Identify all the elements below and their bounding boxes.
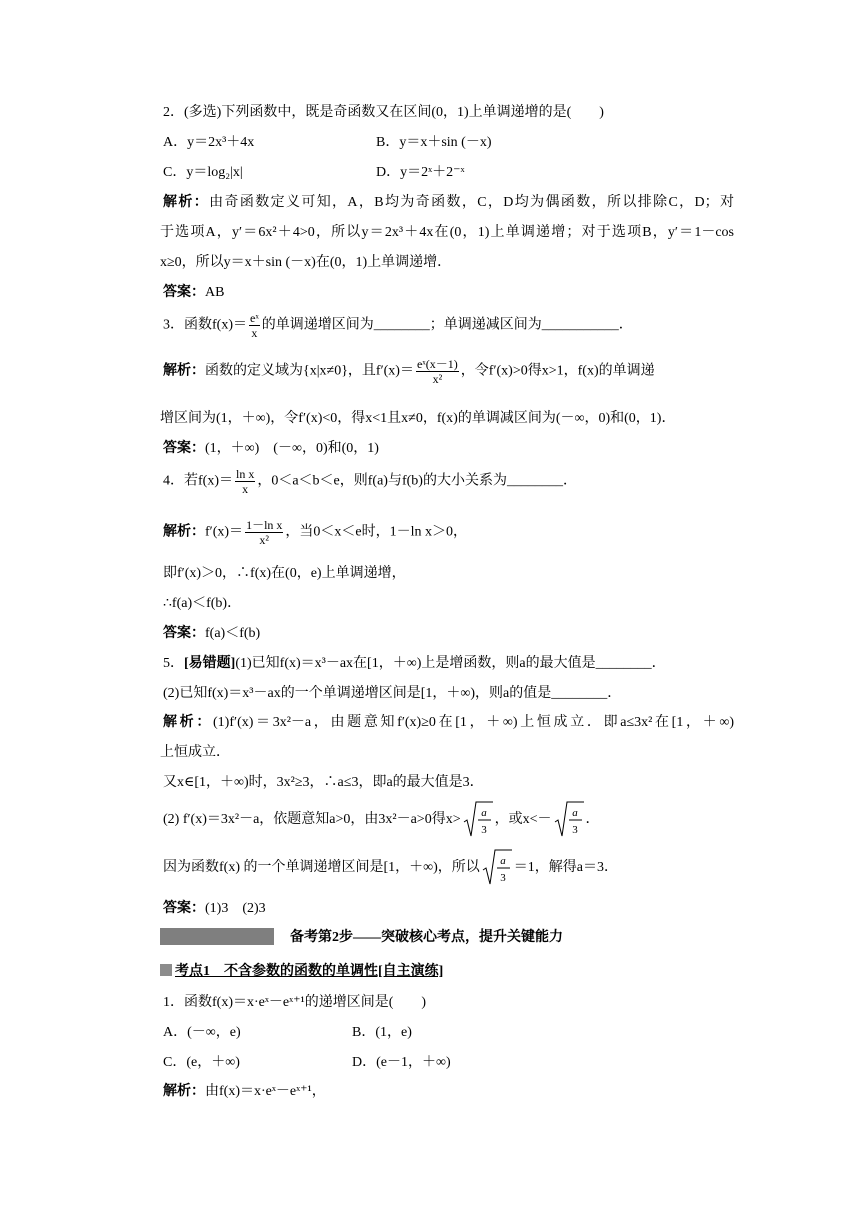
- q5-solution-line3: 又x∈[1，＋∞)时，3x²≥3，∴a≤3，即a的最大值是3．: [163, 775, 484, 790]
- q3-stem: 3．函数f(x)＝ $\frac{\text{eˣ}}{x}$ 的单调递增区间为________；单调递减区间为___________．: [163, 311, 633, 340]
- svg-text:3: 3: [480, 824, 487, 836]
- solution-label: 解析：: [163, 363, 205, 379]
- q4-answer: 答案：f(a)＜f(b): [163, 626, 261, 641]
- solution-label: 解析：: [163, 715, 214, 730]
- q3-answer: 答案：(1，＋∞) (－∞，0)和(0，1): [163, 441, 379, 456]
- q2-stem: 2．(多选)下列函数中，既是奇函数又在区间(0，1)上单调递增的是( ): [163, 105, 604, 120]
- q4-solution-line2: 即f′(x)＞0，∴f(x)在(0，e)上单调递增，: [163, 566, 406, 581]
- q2-option-c: C．y＝log₂|x|: [163, 165, 243, 180]
- q3-solution-line1: 解析：函数的定义域为{x|x≠0}，且f′(x)＝ $\frac{\text{eˣ(x－1)}}{\text{x²}}$ ，令f′(x)>0得x>1，f(x)的单调递: [163, 357, 655, 386]
- fraction: $\frac{\text{eˣ(x－1)}}{\text{x²}}$: [416, 357, 458, 386]
- q5-stem-line2: (2)已知f(x)＝x³－ax的一个单调递增区间是[1，＋∞)，则a的值是________．: [163, 686, 622, 701]
- q2-option-d: D．y＝2ˣ＋2⁻ˣ: [376, 165, 465, 180]
- fraction: $\frac{\text{1－ln x}}{\text{x²}}$: [246, 518, 283, 547]
- q1-option-a: A．(－∞，e): [163, 1025, 241, 1040]
- solution-label: 解析：: [163, 195, 210, 210]
- svg-text:a: a: [571, 807, 578, 819]
- fraction: $\frac{\text{eˣ}}{x}$: [250, 311, 259, 340]
- answer-label: 答案：: [163, 441, 205, 456]
- sqrt-a-over-3: [463, 800, 493, 840]
- q1-option-c: C．(e，＋∞): [163, 1055, 240, 1070]
- svg-text:3: 3: [571, 824, 578, 836]
- error-prone-tag: [易错题]: [184, 656, 236, 671]
- sqrt-a-over-3: [554, 800, 584, 840]
- q4-solution-line1: 解析：f′(x)＝ $\frac{\text{1－ln x}}{\text{x²}}$ ，当0＜x＜e时，1－ln x＞0，: [163, 518, 468, 547]
- q1-option-b: B．(1，e): [352, 1025, 412, 1040]
- q5-solution-line4: (2) f′(x)＝3x²－a，依题意知a>0，由3x²－a>0得x> a 3 ，或x<－ a 3 ．: [163, 800, 600, 840]
- q5-solution-line2: 上恒成立．: [160, 745, 230, 760]
- sqrt-a-over-3: [482, 848, 512, 888]
- q2-solution-line3: x≥0，所以y＝x＋sin (－x)在(0，1)上单调递增．: [160, 255, 452, 270]
- q5-stem-line1: 5．[易错题](1)已知f(x)＝x³－ax在[1，＋∞)上是增函数，则a的最大值是________．: [163, 656, 666, 671]
- section-bar: [160, 928, 274, 945]
- svg-text:a: a: [500, 855, 506, 867]
- q5-solution-line1: 解析：(1)f′(x)＝3x²－a，由题意知f′(x)≥0在[1，＋∞)上恒成立．即a≤3x²在[1，＋∞): [163, 715, 734, 730]
- q4-solution-line3: ∴f(a)＜f(b)．: [163, 596, 242, 611]
- q2-option-b: B．y＝x＋sin (－x): [376, 135, 492, 150]
- q4-stem: 4．若f(x)＝ $\frac{\text{ln x}}{x}$ ，0＜a＜b＜e，则f(a)与f(b)的大小关系为________．: [163, 467, 577, 496]
- q1-solution-line1: 解析：由f(x)＝x·eˣ－eˣ⁺¹，: [163, 1084, 326, 1099]
- q2-answer: 答案：AB: [163, 285, 225, 300]
- answer-label: 答案：: [163, 901, 205, 916]
- q5-solution-line5: 因为函数f(x) 的一个单调递增区间是[1，＋∞)，所以 a 3 ＝1，解得a＝3．: [163, 848, 618, 888]
- solution-label: 解析：: [163, 524, 205, 540]
- svg-text:a: a: [480, 807, 487, 819]
- q1-stem: 1．函数f(x)＝x·eˣ－eˣ⁺¹的递增区间是( ): [163, 995, 427, 1010]
- svg-text:3: 3: [500, 872, 506, 884]
- q1-option-d: D．(e－1，＋∞): [352, 1055, 451, 1070]
- topic-heading: 考点1 不含参数的函数的单调性[自主演练]: [160, 964, 443, 979]
- q2-solution-line1: 解析：由奇函数定义可知，A，B均为奇函数，C，D均为偶函数，所以排除C，D；对: [163, 195, 735, 210]
- answer-label: 答案：: [163, 626, 205, 641]
- section-title: 备考第2步——突破核心考点，提升关键能力: [290, 930, 563, 945]
- q2-option-a: A．y＝2x³＋4x: [163, 135, 255, 150]
- fraction: $\frac{\text{ln x}}{x}$: [236, 467, 255, 496]
- q5-answer: 答案：(1)3 (2)3: [163, 901, 266, 916]
- q3-solution-line2: 增区间为(1，＋∞)，令f′(x)<0，得x<1且x≠0，f(x)的单调减区间为(－∞，0)和(0，1)．: [160, 411, 676, 426]
- solution-label: 解析：: [163, 1084, 205, 1099]
- q2-solution-line2: 于选项A，y′＝6x²＋4>0，所以y＝2x³＋4x在(0，1)上单调递增；对于选项B，y′＝1－cos: [160, 225, 734, 240]
- topic-box-icon: [160, 964, 172, 976]
- answer-label: 答案：: [163, 285, 205, 300]
